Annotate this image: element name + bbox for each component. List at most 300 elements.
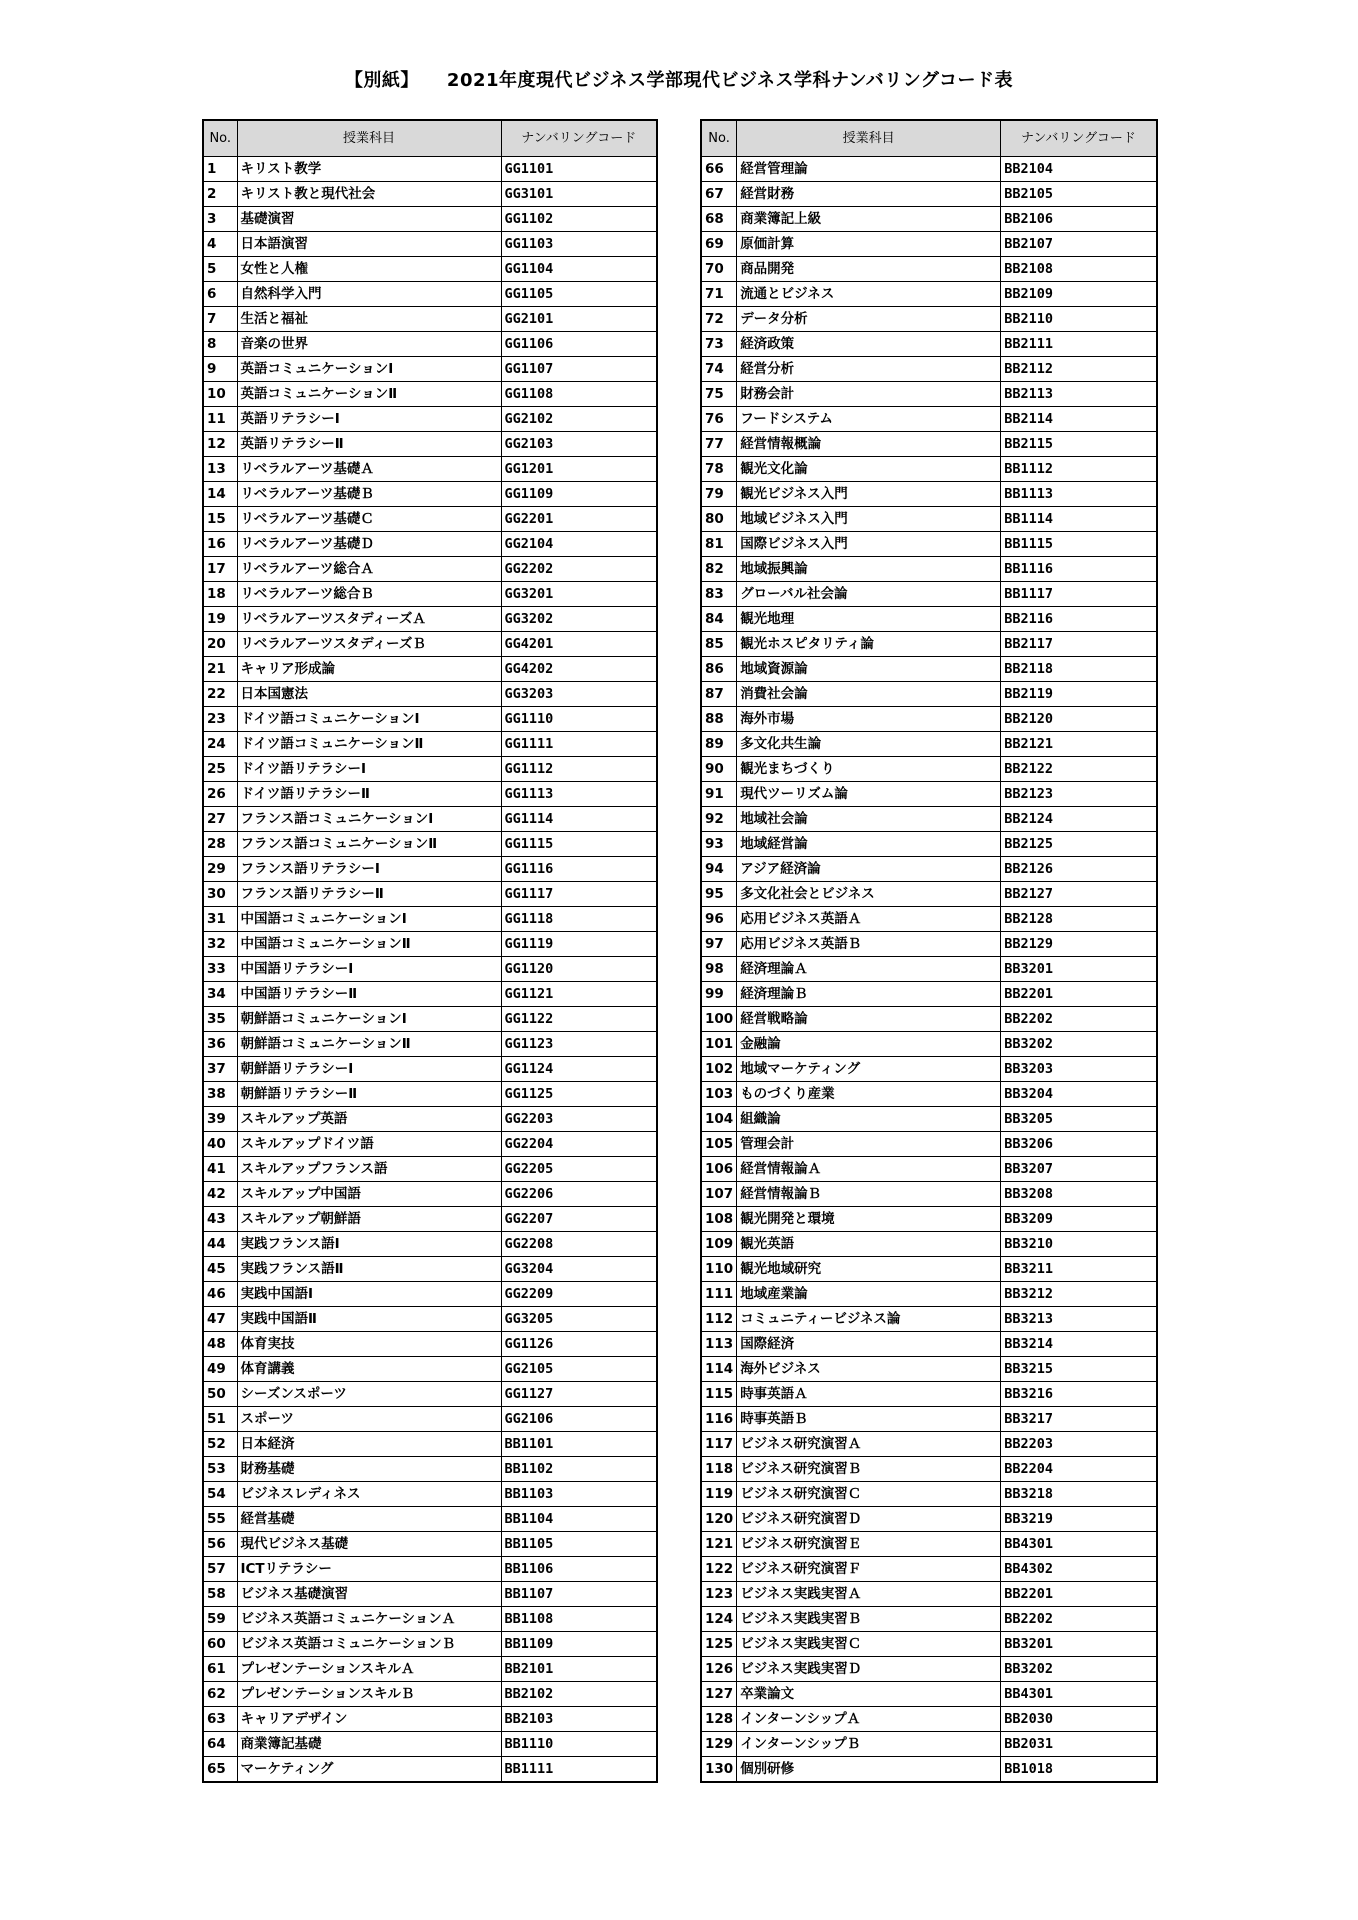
row-number: 65 <box>203 1757 237 1783</box>
table-row <box>701 682 1157 707</box>
table-row <box>203 1032 657 1057</box>
numbering-code: GG1117 <box>501 882 657 907</box>
table-row <box>701 182 1157 207</box>
row-number: 6 <box>203 282 237 307</box>
table-row <box>203 1682 657 1707</box>
numbering-code: BB2118 <box>1001 657 1157 682</box>
table-row <box>203 1432 657 1457</box>
header-code: ナンバリングコード <box>1001 120 1157 157</box>
subject-name: スキルアップドイツ語 <box>237 1132 501 1157</box>
subject-name: 商業簿記基礎 <box>237 1732 501 1757</box>
subject-name: 地域産業論 <box>737 1282 1001 1307</box>
row-number: 76 <box>701 407 737 432</box>
row-number: 79 <box>701 482 737 507</box>
row-number: 95 <box>701 882 737 907</box>
row-number: 108 <box>701 1207 737 1232</box>
row-number: 93 <box>701 832 737 857</box>
numbering-code: GG1103 <box>501 232 657 257</box>
table-row <box>701 807 1157 832</box>
subject-name: ドイツ語コミュニケーションⅠ <box>237 707 501 732</box>
row-number: 105 <box>701 1132 737 1157</box>
subject-name: 英語リテラシーⅠ <box>237 407 501 432</box>
row-number: 73 <box>701 332 737 357</box>
subject-name: リベラルアーツ総合Ｂ <box>237 582 501 607</box>
numbering-code: BB3212 <box>1001 1282 1157 1307</box>
row-number: 115 <box>701 1382 737 1407</box>
subject-name: 音楽の世界 <box>237 332 501 357</box>
subject-name: ビジネス研究演習Ａ <box>737 1432 1001 1457</box>
numbering-code: BB2120 <box>1001 707 1157 732</box>
table-row <box>203 707 657 732</box>
numbering-code: BB1112 <box>1001 457 1157 482</box>
numbering-code: GG1107 <box>501 357 657 382</box>
numbering-code: GG1126 <box>501 1332 657 1357</box>
subject-name: 経営基礎 <box>237 1507 501 1532</box>
table-row <box>203 182 657 207</box>
row-number: 101 <box>701 1032 737 1057</box>
table-row <box>203 1732 657 1757</box>
subject-name: 国際経済 <box>737 1332 1001 1357</box>
row-number: 15 <box>203 507 237 532</box>
table-row <box>701 932 1157 957</box>
table-row <box>203 1232 657 1257</box>
numbering-code: GG1118 <box>501 907 657 932</box>
table-row <box>701 1557 1157 1582</box>
table-row <box>203 682 657 707</box>
table-row <box>203 307 657 332</box>
numbering-code: GG3202 <box>501 607 657 632</box>
row-number: 119 <box>701 1482 737 1507</box>
table-row <box>701 1082 1157 1107</box>
subject-name: ビジネス実践実習Ｄ <box>737 1657 1001 1682</box>
row-number: 12 <box>203 432 237 457</box>
numbering-code: GG1125 <box>501 1082 657 1107</box>
numbering-code: GG2204 <box>501 1132 657 1157</box>
table-row <box>701 957 1157 982</box>
numbering-code: BB1106 <box>501 1557 657 1582</box>
table-row <box>203 357 657 382</box>
numbering-code: BB2128 <box>1001 907 1157 932</box>
numbering-code: GG2104 <box>501 532 657 557</box>
subject-name: 体育講義 <box>237 1357 501 1382</box>
numbering-code: BB3203 <box>1001 1057 1157 1082</box>
subject-name: 経営戦略論 <box>737 1007 1001 1032</box>
table-row <box>701 1657 1157 1682</box>
numbering-code: BB2108 <box>1001 257 1157 282</box>
subject-name: 日本国憲法 <box>237 682 501 707</box>
subject-name: 体育実技 <box>237 1332 501 1357</box>
subject-name: 朝鮮語コミュニケーションⅠ <box>237 1007 501 1032</box>
table-row <box>701 1107 1157 1132</box>
table-row <box>203 857 657 882</box>
numbering-code: GG1109 <box>501 482 657 507</box>
subject-name: 応用ビジネス英語Ａ <box>737 907 1001 932</box>
table-row <box>203 1357 657 1382</box>
numbering-code: GG2203 <box>501 1107 657 1132</box>
row-number: 44 <box>203 1232 237 1257</box>
subject-name: ドイツ語コミュニケーションⅡ <box>237 732 501 757</box>
numbering-code: BB3207 <box>1001 1157 1157 1182</box>
numbering-code: BB3205 <box>1001 1107 1157 1132</box>
row-number: 129 <box>701 1732 737 1757</box>
row-number: 83 <box>701 582 737 607</box>
row-number: 64 <box>203 1732 237 1757</box>
table-row <box>701 1307 1157 1332</box>
table-row <box>203 1207 657 1232</box>
row-number: 90 <box>701 757 737 782</box>
row-number: 7 <box>203 307 237 332</box>
subject-name: 英語リテラシーⅡ <box>237 432 501 457</box>
row-number: 61 <box>203 1657 237 1682</box>
subject-name: 応用ビジネス英語Ｂ <box>737 932 1001 957</box>
subject-name: ビジネス研究演習Ｂ <box>737 1457 1001 1482</box>
table-row <box>203 832 657 857</box>
table-row <box>701 1732 1157 1757</box>
numbering-code: GG2106 <box>501 1407 657 1432</box>
table-header-row <box>701 120 1157 157</box>
subject-name: 原価計算 <box>737 232 1001 257</box>
table-row <box>203 1257 657 1282</box>
table-row <box>701 632 1157 657</box>
numbering-code: BB3214 <box>1001 1332 1157 1357</box>
table-row <box>701 1407 1157 1432</box>
row-number: 45 <box>203 1257 237 1282</box>
row-number: 2 <box>203 182 237 207</box>
subject-name: ICTリテラシー <box>237 1557 501 1582</box>
table-row <box>203 582 657 607</box>
subject-name: 朝鮮語リテラシーⅠ <box>237 1057 501 1082</box>
subject-name: 日本語演習 <box>237 232 501 257</box>
table-row <box>203 282 657 307</box>
subject-name: 日本経済 <box>237 1432 501 1457</box>
table-row <box>203 1457 657 1482</box>
subject-name: ビジネス研究演習Ｄ <box>737 1507 1001 1532</box>
table-row <box>701 1607 1157 1632</box>
numbering-code: BB1111 <box>501 1757 657 1783</box>
row-number: 14 <box>203 482 237 507</box>
row-number: 92 <box>701 807 737 832</box>
table-row <box>203 1582 657 1607</box>
row-number: 96 <box>701 907 737 932</box>
table-row <box>203 1157 657 1182</box>
table-row <box>701 1032 1157 1057</box>
table-row <box>701 1207 1157 1232</box>
subject-name: プレゼンテーションスキルＢ <box>237 1682 501 1707</box>
numbering-code: BB3215 <box>1001 1357 1157 1382</box>
subject-name: 組織論 <box>737 1107 1001 1132</box>
table-row <box>701 1257 1157 1282</box>
table-row <box>203 1132 657 1157</box>
row-number: 128 <box>701 1707 737 1732</box>
numbering-code: GG2102 <box>501 407 657 432</box>
table-row <box>203 157 657 182</box>
numbering-code: GG1111 <box>501 732 657 757</box>
numbering-code: GG1122 <box>501 1007 657 1032</box>
numbering-code: BB2115 <box>1001 432 1157 457</box>
row-number: 81 <box>701 532 737 557</box>
numbering-code: GG1115 <box>501 832 657 857</box>
row-number: 117 <box>701 1432 737 1457</box>
table-row <box>701 1157 1157 1182</box>
row-number: 130 <box>701 1757 737 1783</box>
row-number: 99 <box>701 982 737 1007</box>
table-row <box>701 257 1157 282</box>
table-row <box>203 432 657 457</box>
numbering-code: BB2126 <box>1001 857 1157 882</box>
subject-name: マーケティング <box>237 1757 501 1783</box>
table-row <box>701 482 1157 507</box>
row-number: 8 <box>203 332 237 357</box>
numbering-code: BB2129 <box>1001 932 1157 957</box>
subject-name: 英語コミュニケーションⅠ <box>237 357 501 382</box>
subject-name: フランス語リテラシーⅡ <box>237 882 501 907</box>
table-row <box>701 507 1157 532</box>
subject-name: 卒業論文 <box>737 1682 1001 1707</box>
numbering-code: GG1123 <box>501 1032 657 1057</box>
numbering-code: BB3217 <box>1001 1407 1157 1432</box>
row-number: 35 <box>203 1007 237 1032</box>
table-row <box>203 232 657 257</box>
row-number: 13 <box>203 457 237 482</box>
subject-name: フランス語リテラシーⅠ <box>237 857 501 882</box>
numbering-code: GG1101 <box>501 157 657 182</box>
row-number: 74 <box>701 357 737 382</box>
table-row <box>203 907 657 932</box>
subject-name: 観光ホスピタリティ論 <box>737 632 1001 657</box>
table-row <box>701 882 1157 907</box>
row-number: 32 <box>203 932 237 957</box>
subject-name: 金融論 <box>737 1032 1001 1057</box>
table-row <box>701 532 1157 557</box>
numbering-code: GG2201 <box>501 507 657 532</box>
numbering-code: GG3203 <box>501 682 657 707</box>
numbering-code: BB3202 <box>1001 1657 1157 1682</box>
subject-name: キャリア形成論 <box>237 657 501 682</box>
row-number: 46 <box>203 1282 237 1307</box>
numbering-code: GG1119 <box>501 932 657 957</box>
row-number: 5 <box>203 257 237 282</box>
row-number: 11 <box>203 407 237 432</box>
numbering-code: GG2105 <box>501 1357 657 1382</box>
subject-name: 中国語リテラシーⅠ <box>237 957 501 982</box>
table-row <box>701 1707 1157 1732</box>
table-row <box>203 882 657 907</box>
numbering-code: BB2107 <box>1001 232 1157 257</box>
subject-name: キリスト教と現代社会 <box>237 182 501 207</box>
subject-name: 時事英語Ｂ <box>737 1407 1001 1432</box>
header-subject: 授業科目 <box>237 120 501 157</box>
row-number: 126 <box>701 1657 737 1682</box>
row-number: 121 <box>701 1532 737 1557</box>
row-number: 86 <box>701 657 737 682</box>
row-number: 33 <box>203 957 237 982</box>
subject-name: 経営財務 <box>737 182 1001 207</box>
numbering-code: BB2102 <box>501 1682 657 1707</box>
numbering-code: BB3213 <box>1001 1307 1157 1332</box>
table-row <box>203 1382 657 1407</box>
subject-name: ビジネス研究演習Ｆ <box>737 1557 1001 1582</box>
table-row <box>203 207 657 232</box>
numbering-code: GG1106 <box>501 332 657 357</box>
table-row <box>203 1307 657 1332</box>
table-row <box>701 1532 1157 1557</box>
row-number: 29 <box>203 857 237 882</box>
subject-name: 実践フランス語Ⅰ <box>237 1232 501 1257</box>
table-row <box>203 982 657 1007</box>
subject-name: 観光地域研究 <box>737 1257 1001 1282</box>
numbering-code: GG1124 <box>501 1057 657 1082</box>
numbering-code: BB2114 <box>1001 407 1157 432</box>
subject-name: リベラルアーツ基礎Ａ <box>237 457 501 482</box>
page-title <box>0 66 1358 92</box>
table-row <box>701 1482 1157 1507</box>
subject-name: 中国語コミュニケーションⅡ <box>237 932 501 957</box>
table-row <box>701 732 1157 757</box>
row-number: 3 <box>203 207 237 232</box>
subject-name: 海外市場 <box>737 707 1001 732</box>
row-number: 60 <box>203 1632 237 1657</box>
numbering-code: GG3205 <box>501 1307 657 1332</box>
row-number: 38 <box>203 1082 237 1107</box>
subject-name: フランス語コミュニケーションⅡ <box>237 832 501 857</box>
subject-name: ビジネス実践実習Ｂ <box>737 1607 1001 1632</box>
subject-name: 地域経営論 <box>737 832 1001 857</box>
numbering-code: BB2103 <box>501 1707 657 1732</box>
table-row <box>701 1282 1157 1307</box>
row-number: 104 <box>701 1107 737 1132</box>
table-row <box>701 857 1157 882</box>
table-row <box>701 657 1157 682</box>
row-number: 103 <box>701 1082 737 1107</box>
numbering-code: BB1018 <box>1001 1757 1157 1783</box>
subject-name: 基礎演習 <box>237 207 501 232</box>
numbering-code: BB2116 <box>1001 607 1157 632</box>
subject-name: 商業簿記上級 <box>737 207 1001 232</box>
row-number: 69 <box>701 232 737 257</box>
table-row <box>701 582 1157 607</box>
subject-name: 地域振興論 <box>737 557 1001 582</box>
row-number: 1 <box>203 157 237 182</box>
numbering-table-left <box>202 119 658 1783</box>
table-body-left <box>203 157 657 1783</box>
table-row <box>701 457 1157 482</box>
subject-name: 経営情報論Ａ <box>737 1157 1001 1182</box>
subject-name: ビジネス英語コミュニケーションＢ <box>237 1632 501 1657</box>
subject-name: 個別研修 <box>737 1757 1001 1783</box>
row-number: 114 <box>701 1357 737 1382</box>
header-subject: 授業科目 <box>737 120 1001 157</box>
subject-name: 現代ツーリズム論 <box>737 782 1001 807</box>
numbering-code: GG1104 <box>501 257 657 282</box>
table-row <box>701 282 1157 307</box>
numbering-code: BB2112 <box>1001 357 1157 382</box>
subject-name: 地域資源論 <box>737 657 1001 682</box>
subject-name: ビジネス研究演習Ｅ <box>737 1532 1001 1557</box>
numbering-code: BB2117 <box>1001 632 1157 657</box>
subject-name: リベラルアーツ基礎Ｂ <box>237 482 501 507</box>
table-row <box>203 1507 657 1532</box>
table-row <box>203 782 657 807</box>
title-text: 2021年度現代ビジネス学部現代ビジネス学科ナンバリングコード表 <box>446 70 1014 91</box>
table-row <box>203 957 657 982</box>
table-row <box>701 1757 1157 1783</box>
numbering-code: BB3204 <box>1001 1082 1157 1107</box>
numbering-code: GG2209 <box>501 1282 657 1307</box>
numbering-code: GG1112 <box>501 757 657 782</box>
subject-name: 中国語リテラシーⅡ <box>237 982 501 1007</box>
numbering-code: GG4202 <box>501 657 657 682</box>
subject-name: 観光ビジネス入門 <box>737 482 1001 507</box>
numbering-code: GG1105 <box>501 282 657 307</box>
row-number: 34 <box>203 982 237 1007</box>
subject-name: 英語コミュニケーションⅡ <box>237 382 501 407</box>
row-number: 51 <box>203 1407 237 1432</box>
table-row <box>701 832 1157 857</box>
row-number: 55 <box>203 1507 237 1532</box>
row-number: 84 <box>701 607 737 632</box>
table-row <box>701 157 1157 182</box>
row-number: 89 <box>701 732 737 757</box>
row-number: 48 <box>203 1332 237 1357</box>
numbering-code: BB2202 <box>1001 1607 1157 1632</box>
row-number: 43 <box>203 1207 237 1232</box>
numbering-code: BB3209 <box>1001 1207 1157 1232</box>
subject-name: 多文化社会とビジネス <box>737 882 1001 907</box>
row-number: 53 <box>203 1457 237 1482</box>
numbering-code: GG1120 <box>501 957 657 982</box>
numbering-code: GG1114 <box>501 807 657 832</box>
subject-name: 経営情報概論 <box>737 432 1001 457</box>
row-number: 88 <box>701 707 737 732</box>
numbering-code: BB2113 <box>1001 382 1157 407</box>
row-number: 77 <box>701 432 737 457</box>
row-number: 82 <box>701 557 737 582</box>
subject-name: コミュニティービジネス論 <box>737 1307 1001 1332</box>
row-number: 28 <box>203 832 237 857</box>
table-row <box>203 332 657 357</box>
numbering-code: GG2205 <box>501 1157 657 1182</box>
table-header-row <box>203 120 657 157</box>
subject-name: 商品開発 <box>737 257 1001 282</box>
subject-name: 朝鮮語リテラシーⅡ <box>237 1082 501 1107</box>
subject-name: 海外ビジネス <box>737 1357 1001 1382</box>
subject-name: 財務会計 <box>737 382 1001 407</box>
numbering-code: BB2105 <box>1001 182 1157 207</box>
subject-name: ものづくり産業 <box>737 1082 1001 1107</box>
row-number: 72 <box>701 307 737 332</box>
table-row <box>203 557 657 582</box>
table-row <box>701 1232 1157 1257</box>
subject-name: グローバル社会論 <box>737 582 1001 607</box>
title-prefix: 【別紙】 <box>344 70 419 91</box>
row-number: 42 <box>203 1182 237 1207</box>
row-number: 87 <box>701 682 737 707</box>
table-row <box>701 607 1157 632</box>
row-number: 123 <box>701 1582 737 1607</box>
row-number: 118 <box>701 1457 737 1482</box>
subject-name: スキルアップ中国語 <box>237 1182 501 1207</box>
row-number: 111 <box>701 1282 737 1307</box>
row-number: 18 <box>203 582 237 607</box>
table-row <box>701 1682 1157 1707</box>
numbering-code: GG2208 <box>501 1232 657 1257</box>
subject-name: 経済理論Ａ <box>737 957 1001 982</box>
table-row <box>701 207 1157 232</box>
table-row <box>203 932 657 957</box>
numbering-code: BB2201 <box>1001 1582 1157 1607</box>
subject-name: 自然科学入門 <box>237 282 501 307</box>
subject-name: ドイツ語リテラシーⅠ <box>237 757 501 782</box>
